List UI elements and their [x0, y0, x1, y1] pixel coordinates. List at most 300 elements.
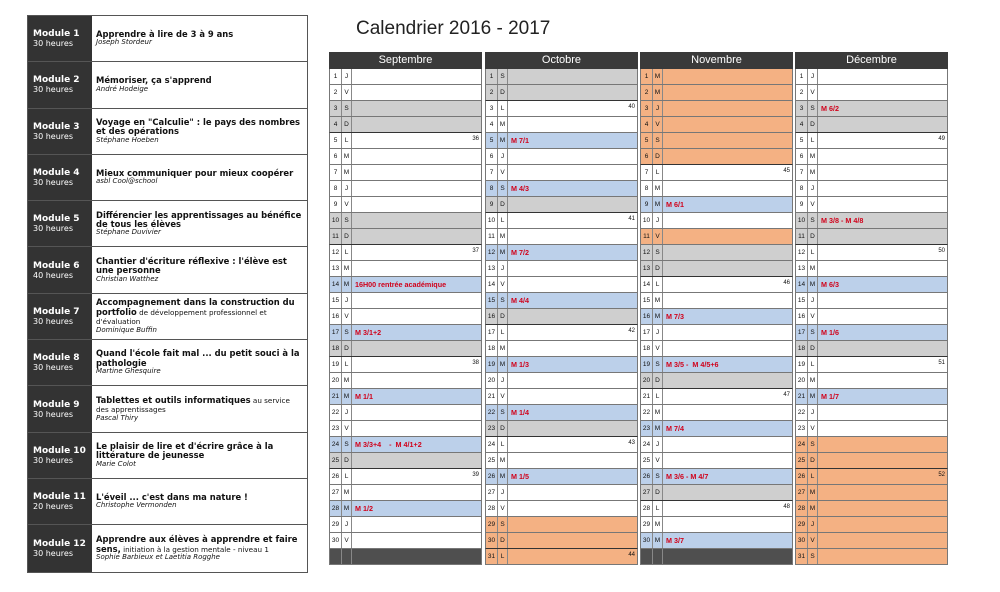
- day-row: [485, 277, 638, 293]
- day-row: [485, 405, 638, 421]
- day-number: 11: [796, 229, 808, 244]
- weekday-letter: D: [808, 341, 818, 356]
- weekday-letter: J: [342, 517, 352, 532]
- module-hours: 30 heures: [33, 548, 73, 558]
- day-row: [795, 517, 948, 533]
- day-number: 8: [641, 181, 653, 196]
- session-label: M 1/3: [511, 360, 529, 369]
- week-number: 37: [472, 248, 479, 254]
- weekday-letter: S: [653, 357, 663, 372]
- day-row: [329, 69, 482, 85]
- module-title-line: [96, 211, 303, 230]
- weekday-letter: L: [498, 101, 508, 116]
- day-row: [485, 213, 638, 229]
- day-row: [485, 357, 638, 373]
- weekday-letter: D: [342, 229, 352, 244]
- session-label: 16H00 rentrée académique: [355, 280, 447, 289]
- module-number: Module 7: [33, 306, 80, 317]
- day-number: 19: [641, 357, 653, 372]
- weekday-letter: L: [653, 165, 663, 180]
- session-label: M 3/1+2: [355, 328, 382, 337]
- day-number: 14: [330, 277, 342, 292]
- module-row: [28, 294, 307, 340]
- session-label: M 4/4: [511, 296, 529, 305]
- day-number: 3: [486, 101, 498, 116]
- day-number: 22: [641, 405, 653, 420]
- day-number: 11: [641, 229, 653, 244]
- day-row: [329, 405, 482, 421]
- day-number: 1: [796, 69, 808, 84]
- day-number: 31: [796, 549, 808, 564]
- day-number: 24: [486, 437, 498, 452]
- day-number: 30: [486, 533, 498, 548]
- session-label: M 4/3: [511, 184, 529, 193]
- day-number: 16: [641, 309, 653, 324]
- weekday-letter: V: [653, 453, 663, 468]
- session-label: M 1/2: [355, 504, 373, 513]
- module-badge: [28, 340, 92, 385]
- module-title: Apprendre aux élèves à apprendre et faire sens,: [96, 534, 298, 554]
- day-row: [795, 197, 948, 213]
- day-number: 9: [486, 197, 498, 212]
- day-row: [795, 549, 948, 565]
- day-row: [329, 357, 482, 373]
- weekday-letter: M: [808, 165, 818, 180]
- day-number: 14: [796, 277, 808, 292]
- day-number: 9: [796, 197, 808, 212]
- day-number: 22: [330, 405, 342, 420]
- calendar-title: Calendrier 2016 - 2017: [356, 18, 551, 39]
- weekday-letter: S: [653, 245, 663, 260]
- day-number: 22: [486, 405, 498, 420]
- week-number: 49: [938, 136, 945, 142]
- day-number: 20: [796, 373, 808, 388]
- day-number: 16: [330, 309, 342, 324]
- module-hours: 30 heures: [33, 39, 73, 49]
- weekday-letter: L: [808, 133, 818, 148]
- weekday-letter: S: [808, 549, 818, 564]
- weekday-letter: L: [498, 549, 508, 564]
- day-row: [485, 373, 638, 389]
- weekday-letter: S: [498, 405, 508, 420]
- module-author: Dominique Buffin: [96, 325, 157, 334]
- day-number: 4: [330, 117, 342, 132]
- weekday-letter: M: [342, 261, 352, 276]
- day-number: 27: [641, 485, 653, 500]
- module-title: Mémoriser, ça s'apprend: [96, 75, 212, 86]
- day-number: 27: [796, 485, 808, 500]
- weekday-letter: J: [653, 325, 663, 340]
- day-number: 13: [641, 261, 653, 276]
- day-row: [329, 277, 482, 293]
- weekday-letter: M: [498, 229, 508, 244]
- day-number: 13: [330, 261, 342, 276]
- session-label: M 7/1: [511, 136, 529, 145]
- day-number: 25: [486, 453, 498, 468]
- module-hours: 30 heures: [33, 455, 73, 465]
- day-number: 27: [486, 485, 498, 500]
- day-row: [640, 549, 793, 565]
- day-number: 21: [486, 389, 498, 404]
- module-info: [92, 525, 307, 571]
- session-label: M 7/2: [511, 248, 529, 257]
- day-number: 27: [330, 485, 342, 500]
- day-number: 21: [330, 389, 342, 404]
- weekday-letter: M: [498, 133, 508, 148]
- module-hours: 30 heures: [33, 409, 73, 419]
- day-row: [485, 453, 638, 469]
- day-number: 9: [330, 197, 342, 212]
- day-row: [485, 117, 638, 133]
- module-badge: [28, 247, 92, 292]
- day-row: [329, 149, 482, 165]
- day-row: [795, 325, 948, 341]
- day-row: [640, 309, 793, 325]
- weekday-letter: V: [498, 389, 508, 404]
- module-badge: [28, 433, 92, 478]
- day-number: 18: [486, 341, 498, 356]
- day-row: [640, 293, 793, 309]
- weekday-letter: V: [808, 309, 818, 324]
- weekday-letter: M: [808, 501, 818, 516]
- day-row: [485, 229, 638, 245]
- module-number: Module 1: [33, 29, 80, 40]
- module-number: Module 5: [33, 214, 80, 225]
- session-label: M 1/1: [355, 392, 373, 401]
- day-number: 1: [486, 69, 498, 84]
- day-row: [795, 309, 948, 325]
- day-row: [640, 453, 793, 469]
- day-number: 8: [486, 181, 498, 196]
- day-row: [640, 517, 793, 533]
- day-number: 13: [486, 261, 498, 276]
- module-info: [92, 340, 307, 385]
- day-row: [329, 501, 482, 517]
- weekday-letter: M: [653, 197, 663, 212]
- module-badge: [28, 155, 92, 200]
- day-row: [795, 501, 948, 517]
- day-row: [795, 405, 948, 421]
- day-row: [795, 341, 948, 357]
- day-number: 20: [486, 373, 498, 388]
- day-row: [485, 197, 638, 213]
- day-number: 25: [796, 453, 808, 468]
- weekday-letter: S: [808, 325, 818, 340]
- weekday-letter: M: [653, 293, 663, 308]
- day-number: [330, 549, 342, 564]
- week-number: 36: [472, 136, 479, 142]
- week-number: 48: [783, 504, 790, 510]
- day-row: [795, 469, 948, 485]
- day-row: [795, 101, 948, 117]
- day-row: [795, 437, 948, 453]
- module-hours: 30 heures: [33, 85, 73, 95]
- weekday-letter: M: [498, 341, 508, 356]
- day-row: [329, 117, 482, 133]
- week-number: 39: [472, 472, 479, 478]
- weekday-letter: S: [498, 293, 508, 308]
- day-number: 4: [486, 117, 498, 132]
- day-number: 17: [330, 325, 342, 340]
- day-row: [329, 293, 482, 309]
- day-number: 2: [641, 85, 653, 100]
- day-row: [485, 517, 638, 533]
- module-badge: [28, 479, 92, 524]
- weekday-letter: M: [808, 261, 818, 276]
- day-row: [485, 181, 638, 197]
- day-row: [485, 533, 638, 549]
- day-row: [795, 373, 948, 389]
- day-number: 19: [796, 357, 808, 372]
- session-label: M 3/5 - M 4/5+6: [666, 360, 719, 369]
- weekday-letter: M: [653, 69, 663, 84]
- day-row: [640, 197, 793, 213]
- weekday-letter: M: [342, 389, 352, 404]
- day-row: [329, 373, 482, 389]
- weekday-letter: M: [342, 373, 352, 388]
- day-number: 2: [330, 85, 342, 100]
- day-number: 28: [486, 501, 498, 516]
- weekday-letter: D: [498, 421, 508, 436]
- day-row: [485, 101, 638, 117]
- module-title: Apprendre à lire de 3 à 9 ans: [96, 29, 234, 40]
- day-number: 19: [486, 357, 498, 372]
- day-row: [795, 69, 948, 85]
- day-number: 16: [796, 309, 808, 324]
- weekday-letter: S: [498, 69, 508, 84]
- week-number: 47: [783, 392, 790, 398]
- module-title-line: [96, 118, 303, 137]
- weekday-letter: S: [808, 101, 818, 116]
- day-number: 3: [641, 101, 653, 116]
- month-column: [640, 52, 793, 565]
- day-number: 5: [486, 133, 498, 148]
- module-number: Module 6: [33, 260, 80, 271]
- day-number: 7: [796, 165, 808, 180]
- day-row: [795, 85, 948, 101]
- weekday-letter: M: [342, 165, 352, 180]
- module-info: [92, 201, 307, 246]
- session-label: M 3/3+4 - M 4/1+2: [355, 440, 422, 449]
- weekday-letter: D: [342, 117, 352, 132]
- week-number: 40: [628, 104, 635, 110]
- module-row: [28, 340, 307, 386]
- module-title: L'éveil ... c'est dans ma nature !: [96, 492, 248, 502]
- day-row: [640, 117, 793, 133]
- module-badge: [28, 201, 92, 246]
- weekday-letter: M: [498, 245, 508, 260]
- week-number: 50: [938, 248, 945, 254]
- module-author: asbl Cool@school: [96, 177, 158, 186]
- day-number: 13: [796, 261, 808, 276]
- weekday-letter: D: [653, 261, 663, 276]
- day-number: 9: [641, 197, 653, 212]
- weekday-letter: V: [808, 197, 818, 212]
- day-row: [485, 293, 638, 309]
- day-row: [329, 261, 482, 277]
- day-number: 28: [641, 501, 653, 516]
- day-number: 3: [796, 101, 808, 116]
- module-hours: 30 heures: [33, 178, 73, 188]
- day-number: 17: [796, 325, 808, 340]
- day-number: 25: [330, 453, 342, 468]
- day-number: 10: [796, 213, 808, 228]
- weekday-letter: S: [342, 325, 352, 340]
- day-number: 18: [796, 341, 808, 356]
- day-row: [329, 421, 482, 437]
- day-row: [485, 69, 638, 85]
- weekday-letter: M: [342, 501, 352, 516]
- module-badge: [28, 525, 92, 571]
- day-number: 5: [796, 133, 808, 148]
- module-author: Stéphane Duvivier: [96, 228, 161, 237]
- weekday-letter: V: [342, 197, 352, 212]
- day-row: [329, 549, 482, 565]
- day-number: 23: [641, 421, 653, 436]
- weekday-letter: L: [498, 325, 508, 340]
- day-row: [795, 245, 948, 261]
- day-number: 20: [641, 373, 653, 388]
- day-number: 15: [641, 293, 653, 308]
- weekday-letter: J: [498, 373, 508, 388]
- day-row: [640, 261, 793, 277]
- modules-panel: [27, 15, 308, 573]
- month-column: [329, 52, 482, 565]
- weekday-letter: M: [653, 517, 663, 532]
- day-number: 4: [641, 117, 653, 132]
- day-row: [640, 277, 793, 293]
- day-number: 18: [641, 341, 653, 356]
- weekday-letter: S: [653, 133, 663, 148]
- weekday-letter: M: [653, 421, 663, 436]
- module-author: Pascal Thiry: [96, 413, 139, 422]
- day-number: 21: [796, 389, 808, 404]
- module-hours: 30 heures: [33, 224, 73, 234]
- day-number: 8: [330, 181, 342, 196]
- day-row: [795, 357, 948, 373]
- day-number: 26: [486, 469, 498, 484]
- day-number: 10: [641, 213, 653, 228]
- weekday-letter: M: [498, 357, 508, 372]
- weekday-letter: J: [653, 437, 663, 452]
- day-row: [795, 453, 948, 469]
- day-number: 29: [796, 517, 808, 532]
- session-label: M 7/4: [666, 424, 684, 433]
- day-number: 12: [796, 245, 808, 260]
- weekday-letter: V: [653, 117, 663, 132]
- day-number: 29: [486, 517, 498, 532]
- module-badge: [28, 386, 92, 431]
- weekday-letter: L: [342, 245, 352, 260]
- day-row: [329, 101, 482, 117]
- day-number: 23: [330, 421, 342, 436]
- weekday-letter: V: [342, 533, 352, 548]
- month-header: Décembre: [795, 52, 948, 69]
- weekday-letter: M: [653, 533, 663, 548]
- session-label: M 1/7: [821, 392, 839, 401]
- day-row: [329, 229, 482, 245]
- module-number: Module 3: [33, 121, 80, 132]
- day-row: [329, 213, 482, 229]
- session-label: M 3/8 - M 4/8: [821, 216, 864, 225]
- day-row: [329, 469, 482, 485]
- weekday-letter: L: [808, 469, 818, 484]
- weekday-letter: D: [498, 85, 508, 100]
- day-row: [485, 133, 638, 149]
- session-label: M 3/6 - M 4/7: [666, 472, 709, 481]
- weekday-letter: S: [498, 517, 508, 532]
- day-number: 29: [641, 517, 653, 532]
- module-row: [28, 109, 307, 155]
- weekday-letter: V: [653, 229, 663, 244]
- day-number: 29: [330, 517, 342, 532]
- day-row: [329, 533, 482, 549]
- day-row: [795, 293, 948, 309]
- day-row: [640, 357, 793, 373]
- weekday-letter: M: [808, 373, 818, 388]
- weekday-letter: S: [498, 181, 508, 196]
- day-number: 8: [796, 181, 808, 196]
- day-row: [329, 85, 482, 101]
- day-number: 15: [486, 293, 498, 308]
- week-number: 43: [628, 440, 635, 446]
- module-title: Accompagnement dans la construction du portfolio: [96, 297, 295, 317]
- day-number: 26: [796, 469, 808, 484]
- day-number: 28: [796, 501, 808, 516]
- weekday-letter: M: [498, 453, 508, 468]
- day-number: 30: [641, 533, 653, 548]
- module-author: Christian Watthez: [96, 274, 159, 283]
- day-row: [485, 245, 638, 261]
- day-number: 26: [330, 469, 342, 484]
- day-number: 23: [796, 421, 808, 436]
- day-number: [641, 549, 653, 564]
- day-number: 12: [330, 245, 342, 260]
- month-header: Octobre: [485, 52, 638, 69]
- weekday-letter: L: [653, 389, 663, 404]
- day-number: 10: [330, 213, 342, 228]
- day-number: 22: [796, 405, 808, 420]
- day-number: 24: [330, 437, 342, 452]
- day-row: [640, 405, 793, 421]
- day-number: 2: [486, 85, 498, 100]
- weekday-letter: L: [808, 357, 818, 372]
- day-row: [329, 181, 482, 197]
- module-number: Module 9: [33, 399, 80, 410]
- day-number: 1: [641, 69, 653, 84]
- week-number: 45: [783, 168, 790, 174]
- module-info: [92, 155, 307, 200]
- weekday-letter: D: [342, 341, 352, 356]
- module-row: [28, 155, 307, 201]
- module-title: Mieux communiquer pour mieux coopérer: [96, 167, 294, 178]
- weekday-letter: J: [342, 405, 352, 420]
- module-hours: 40 heures: [33, 270, 73, 280]
- weekday-letter: D: [498, 309, 508, 324]
- weekday-letter: J: [653, 213, 663, 228]
- day-number: 24: [641, 437, 653, 452]
- day-number: 30: [796, 533, 808, 548]
- weekday-letter: D: [342, 453, 352, 468]
- day-row: [795, 261, 948, 277]
- day-number: 4: [796, 117, 808, 132]
- day-row: [485, 389, 638, 405]
- day-row: [640, 469, 793, 485]
- weekday-letter: V: [808, 533, 818, 548]
- module-title: Voyage en "Calculie" : le pays des nombres et des opérations: [96, 116, 300, 137]
- day-number: 12: [641, 245, 653, 260]
- weekday-letter: M: [808, 389, 818, 404]
